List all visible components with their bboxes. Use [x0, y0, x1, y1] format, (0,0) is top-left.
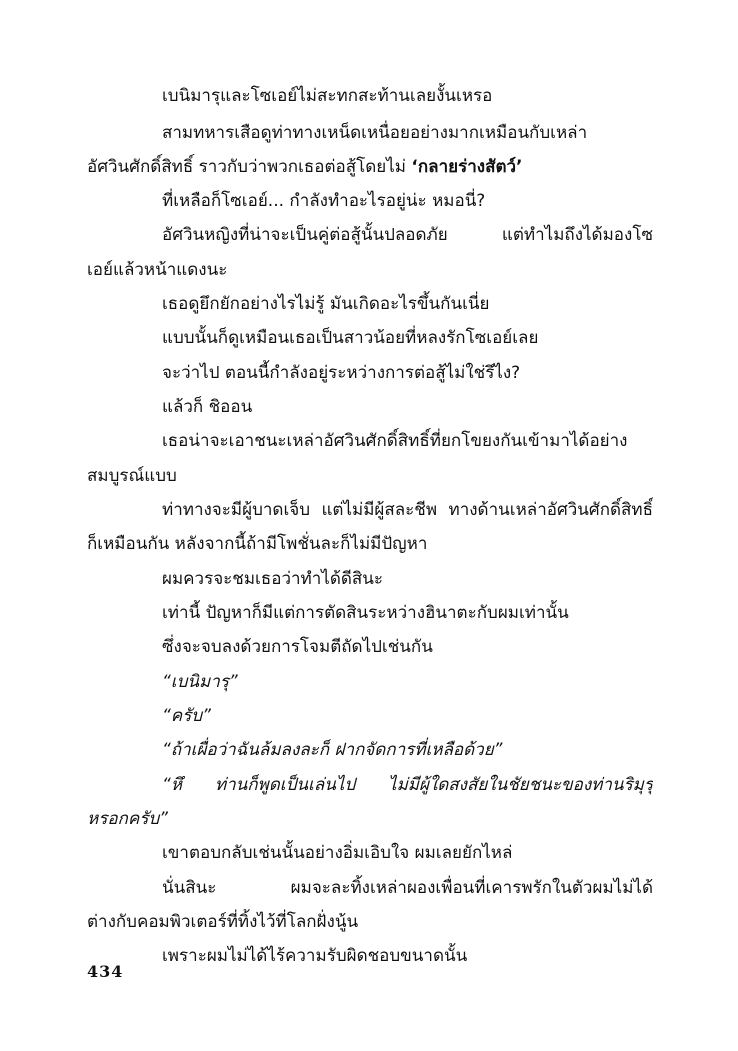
paragraph-line: เอย์แล้วหน้าแดงนะ [87, 260, 228, 280]
paragraph-line: ผมควรจะชมเธอว่าทำได้ดีสินะ [162, 569, 384, 589]
paragraph-line: ท่าทางจะมีผู้บาดเจ็บ แต่ไม่มีผู้สละชีพ ทางด้านเหล่าอัศวินศักดิ์สิทธิ์ [162, 500, 653, 520]
paragraph-line: อัศวินหญิงที่น่าจะเป็นคู่ต่อสู้นั้นปลอดภัย แต่ทำไมถึงได้มองโซ [162, 225, 653, 245]
paragraph-line: ที่เหลือก็โซเอย์... กำลังทำอะไรอยู่น่ะ หมอนี่? [162, 191, 486, 211]
paragraph-line: สมบูรณ์แบบ [87, 466, 177, 486]
paragraph-line: นั่นสินะ ผมจะละทิ้งเหล่าผองเพื่อนที่เคารพรักในตัวผมไม่ได้ [162, 878, 653, 898]
dialogue-line: “ครับ” [162, 706, 211, 726]
paragraph-line [87, 151, 653, 184]
paragraph-line: เพราะผมไม่ได้ไร้ความรับผิดชอบขนาดนั้น [162, 946, 468, 966]
paragraph-line: ต่างกับคอมพิวเตอร์ที่ทิ้งไว้ที่โลกฝั่งนู้น [87, 912, 359, 932]
paragraph-line: เขาตอบกลับเช่นนั้นอย่างอิ่มเอิบใจ ผมเลยยักไหล่ [162, 843, 513, 863]
paragraph-line: เบนิมารุและโซเอย์ไม่สะทกสะท้านเลยงั้นเหรอ [162, 86, 493, 106]
paragraph-line: จะว่าไป ตอนนี้กำลังอยู่ระหว่างการต่อสู้ไม่ใช่รึไง? [162, 363, 521, 383]
paragraph-line: แล้วก็ ชิออน [162, 397, 253, 417]
paragraph-line: ซึ่งจะจบลงด้วยการโจมตีถัดไปเช่นกัน [162, 637, 433, 657]
paragraph-line: ก็เหมือนกัน หลังจากนี้ถ้ามีโพชั่นละก็ไม่มีปัญหา [87, 534, 428, 554]
paragraph-line: แบบนั้นก็ดูเหมือนเธอเป็นสาวน้อยที่หลงรักโซเอย์เลย [162, 328, 539, 348]
paragraph-line: เธอน่าจะเอาชนะเหล่าอัศวินศักดิ์สิทธิ์ที่ยกโขยงกันเข้ามาได้อย่าง [162, 431, 628, 451]
dialogue-line: “ถ้าเผื่อว่าฉันล้มลงละก็ ฝากจัดการที่เหลือด้วย” [162, 740, 503, 760]
emphasis-term: ‘กลายร่างสัตว์’ [411, 157, 523, 177]
dialogue-line: หรอกครับ” [87, 809, 168, 829]
paragraph-line: สามทหารเสือดูท่าทางเหน็ดเหนื่อยอย่างมากเหมือนกับเหล่า [162, 123, 588, 143]
line-text: อัศวินศักดิ์สิทธิ์ ราวกับว่าพวกเธอต่อสู้โดยไม่ [87, 157, 407, 177]
page-number: 434 [87, 962, 124, 981]
dialogue-line: “เบนิมารุ” [162, 672, 238, 692]
paragraph-line: เท่านี้ ปัญหาก็มีแต่การตัดสินระหว่างฮินาตะกับผมเท่านั้น [162, 603, 569, 623]
dialogue-line: “หึ ท่านก็พูดเป็นเล่นไป ไม่มีผู้ใดสงสัยในชัยชนะของท่านริมุรุ [162, 775, 653, 795]
paragraph-line: เธอดูยึกยักอย่างไรไม่รู้ มันเกิดอะไรขึ้นกันเนี่ย [162, 294, 490, 314]
